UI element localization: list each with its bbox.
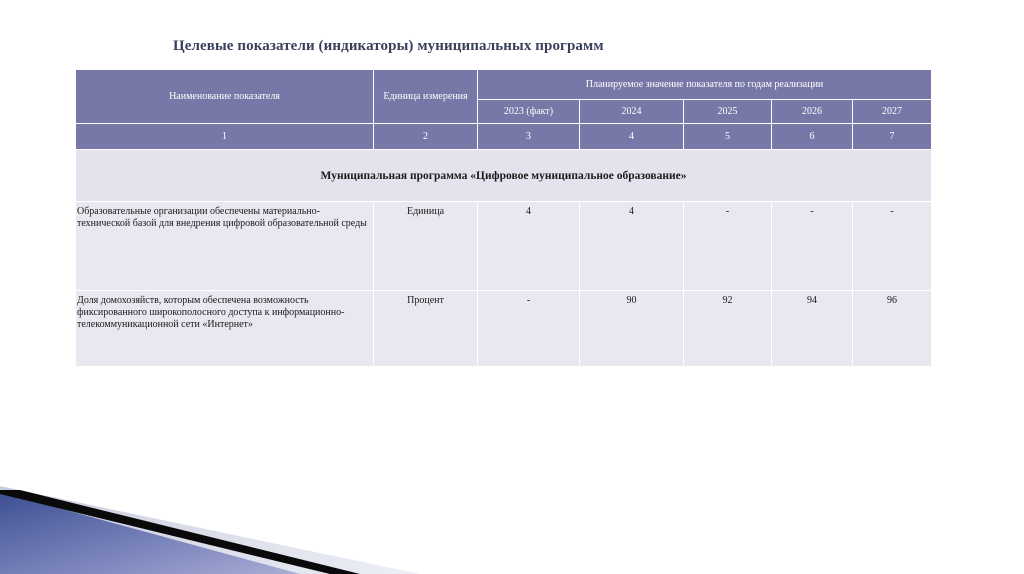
- indicator-value: -: [853, 202, 932, 291]
- header-year: 2023 (факт): [478, 100, 580, 124]
- indicator-value: 92: [684, 291, 772, 367]
- header-year: 2024: [580, 100, 684, 124]
- header-year: 2027: [853, 100, 932, 124]
- header-year: 2025: [684, 100, 772, 124]
- indicator-unit: Единица: [374, 202, 478, 291]
- header-year: 2026: [772, 100, 853, 124]
- column-number: 1: [76, 124, 374, 150]
- page-title: Целевые показатели (индикаторы) муниципальных программ: [173, 38, 604, 54]
- column-number: 3: [478, 124, 580, 150]
- column-number: 5: [684, 124, 772, 150]
- program-title-row: Муниципальная программа «Цифровое муниципальное образование»: [76, 150, 932, 202]
- column-number: 6: [772, 124, 853, 150]
- indicator-value: 96: [853, 291, 932, 367]
- indicator-unit: Процент: [374, 291, 478, 367]
- header-indicator-name: Наименование показателя: [76, 70, 374, 124]
- decorative-corner-graphic: [0, 474, 420, 574]
- indicator-name: Образовательные организации обеспечены материально-технической базой для внедрения цифровой образовательной среды: [76, 202, 374, 291]
- indicator-value: -: [684, 202, 772, 291]
- indicator-value: 4: [580, 202, 684, 291]
- column-number: 7: [853, 124, 932, 150]
- indicator-value: -: [478, 291, 580, 367]
- column-number: 2: [374, 124, 478, 150]
- indicator-value: 4: [478, 202, 580, 291]
- indicator-name: Доля домохозяйств, которым обеспечена возможность фиксированного широкополосного доступа к информационно-телекоммуникационной сети «Интернет»: [76, 291, 374, 367]
- indicator-value: -: [772, 202, 853, 291]
- indicators-table: [75, 69, 932, 367]
- indicator-value: 94: [772, 291, 853, 367]
- header-unit: Единица измерения: [374, 70, 478, 124]
- indicator-value: 90: [580, 291, 684, 367]
- column-number: 4: [580, 124, 684, 150]
- header-planned-values: Планируемое значение показателя по годам реализации: [478, 70, 932, 100]
